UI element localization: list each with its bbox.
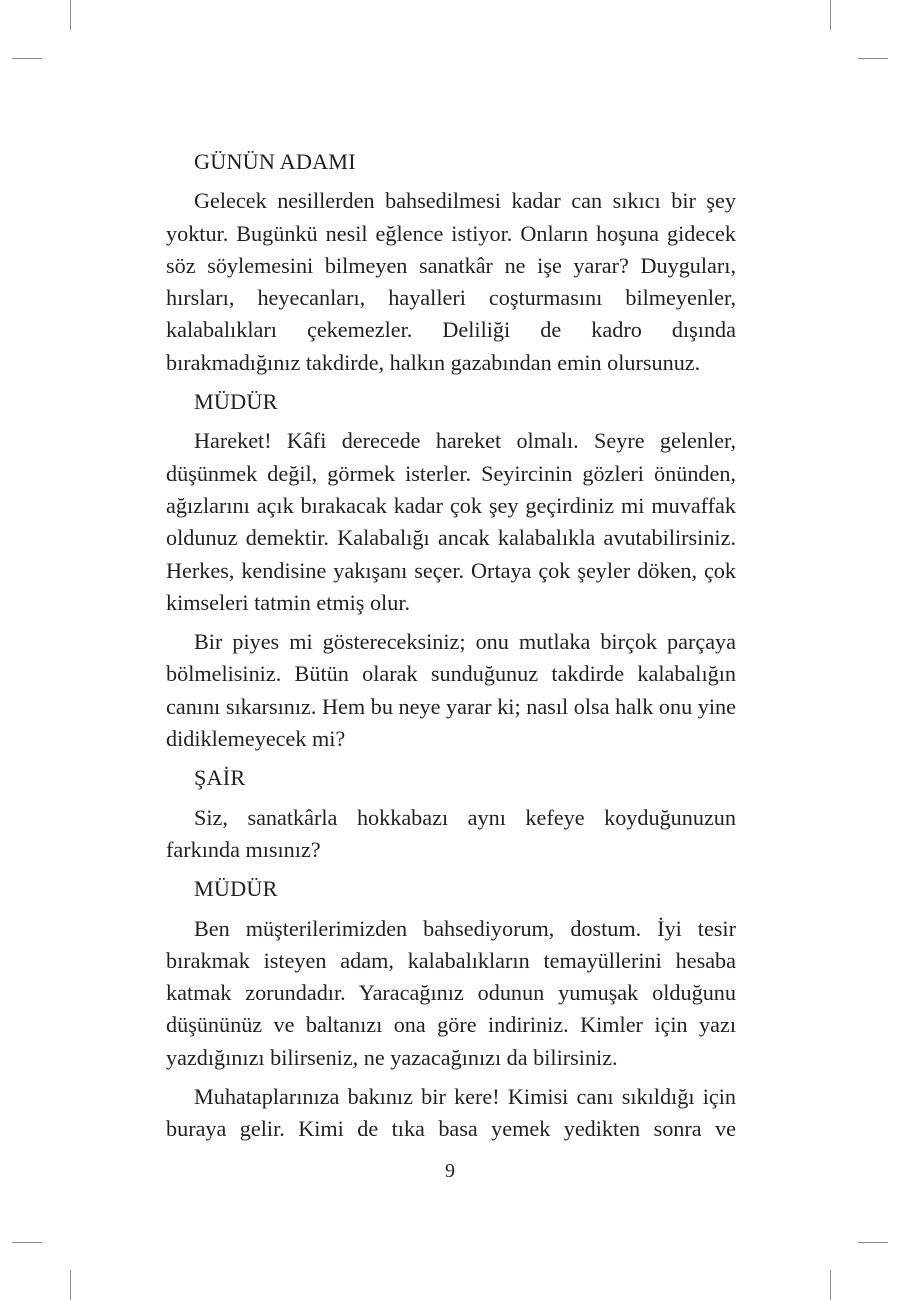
paragraph: Siz, sanatkârla hokkabazı aynı kefeye koyduğunuzun farkında mısınız? xyxy=(166,804,736,862)
paragraph: Ben müşterilerimizden bahsediyorum, dostum. İyi tesir bırakmak isteyen adam, kalabalıkların temayüllerini hesaba katmak zorundadır. Yaracağınız odunun yumuşak olduğunu düşününüz ve baltanızı ona göre indiriniz. Kimler için yazı yazdığınızı bilirseniz, ne yazacağınızı da bilirsiniz. xyxy=(166,915,736,1070)
paragraph-continued: Muhataplarınıza bakınız bir kere! Kimisi canı sıkıldığı için buraya gelir. Kimi de tıka basa yemek yedikten sonra ve xyxy=(166,1084,736,1142)
crop-mark-bottom-right xyxy=(830,1270,831,1300)
page-text xyxy=(166,146,736,1153)
crop-mark-left-top xyxy=(12,58,42,59)
paragraph: Hareket! Kâfi derecede hareket olmalı. Seyre gelenler, düşünmek değil, görmek isterler. Seyircinin gözleri önünden, ağızlarını açık bırakacak kadar çok şey geçirdiniz mi muvaffak oldunuz demektir. Kalabalığı ancak kalabalıkla avutabilirsiniz. Herkes, kendisine yakışanı seçer. Ortaya çok şeyler döken, çok kimseleri tatmin etmiş olur. xyxy=(166,428,736,615)
speaker-label: ŞAİR xyxy=(194,765,246,791)
paragraph: Gelecek nesillerden bahsedilmesi kadar can sıkıcı bir şey yoktur. Bugünkü nesil eğlence istiyor. Onların hoşuna gidecek söz söylemesini bilmeyen sanatkâr ne işe yarar? Duyguları, hırsları, heyecanları, hayalleri coşturmasını bilmeyenler, kalabalıkları çekemezler. Deliliği de kadro dışında bırakmadığınız takdirde, halkın gazabından emin olursunuz. xyxy=(166,188,736,375)
crop-mark-top-right xyxy=(830,0,831,30)
paragraph: Bir piyes mi göstereceksiniz; onu mutlaka birçok parçaya bölmelisiniz. Bütün olarak sunduğunuz takdirde kalabalığın canını sıkarsınız. Hem bu neye yarar ki; nasıl olsa halk onu yine didiklemeyecek mi? xyxy=(166,629,736,752)
crop-mark-right-bottom xyxy=(858,1242,888,1243)
crop-mark-left-bottom xyxy=(12,1242,42,1243)
page-number: 9 xyxy=(445,1160,455,1182)
speaker-label: MÜDÜR xyxy=(194,876,278,902)
crop-mark-bottom-left xyxy=(70,1270,71,1300)
speaker-label: MÜDÜR xyxy=(194,389,278,415)
crop-mark-top-left xyxy=(70,0,71,30)
speaker-label: GÜNÜN ADAMI xyxy=(194,149,356,174)
crop-mark-right-top xyxy=(858,58,888,59)
